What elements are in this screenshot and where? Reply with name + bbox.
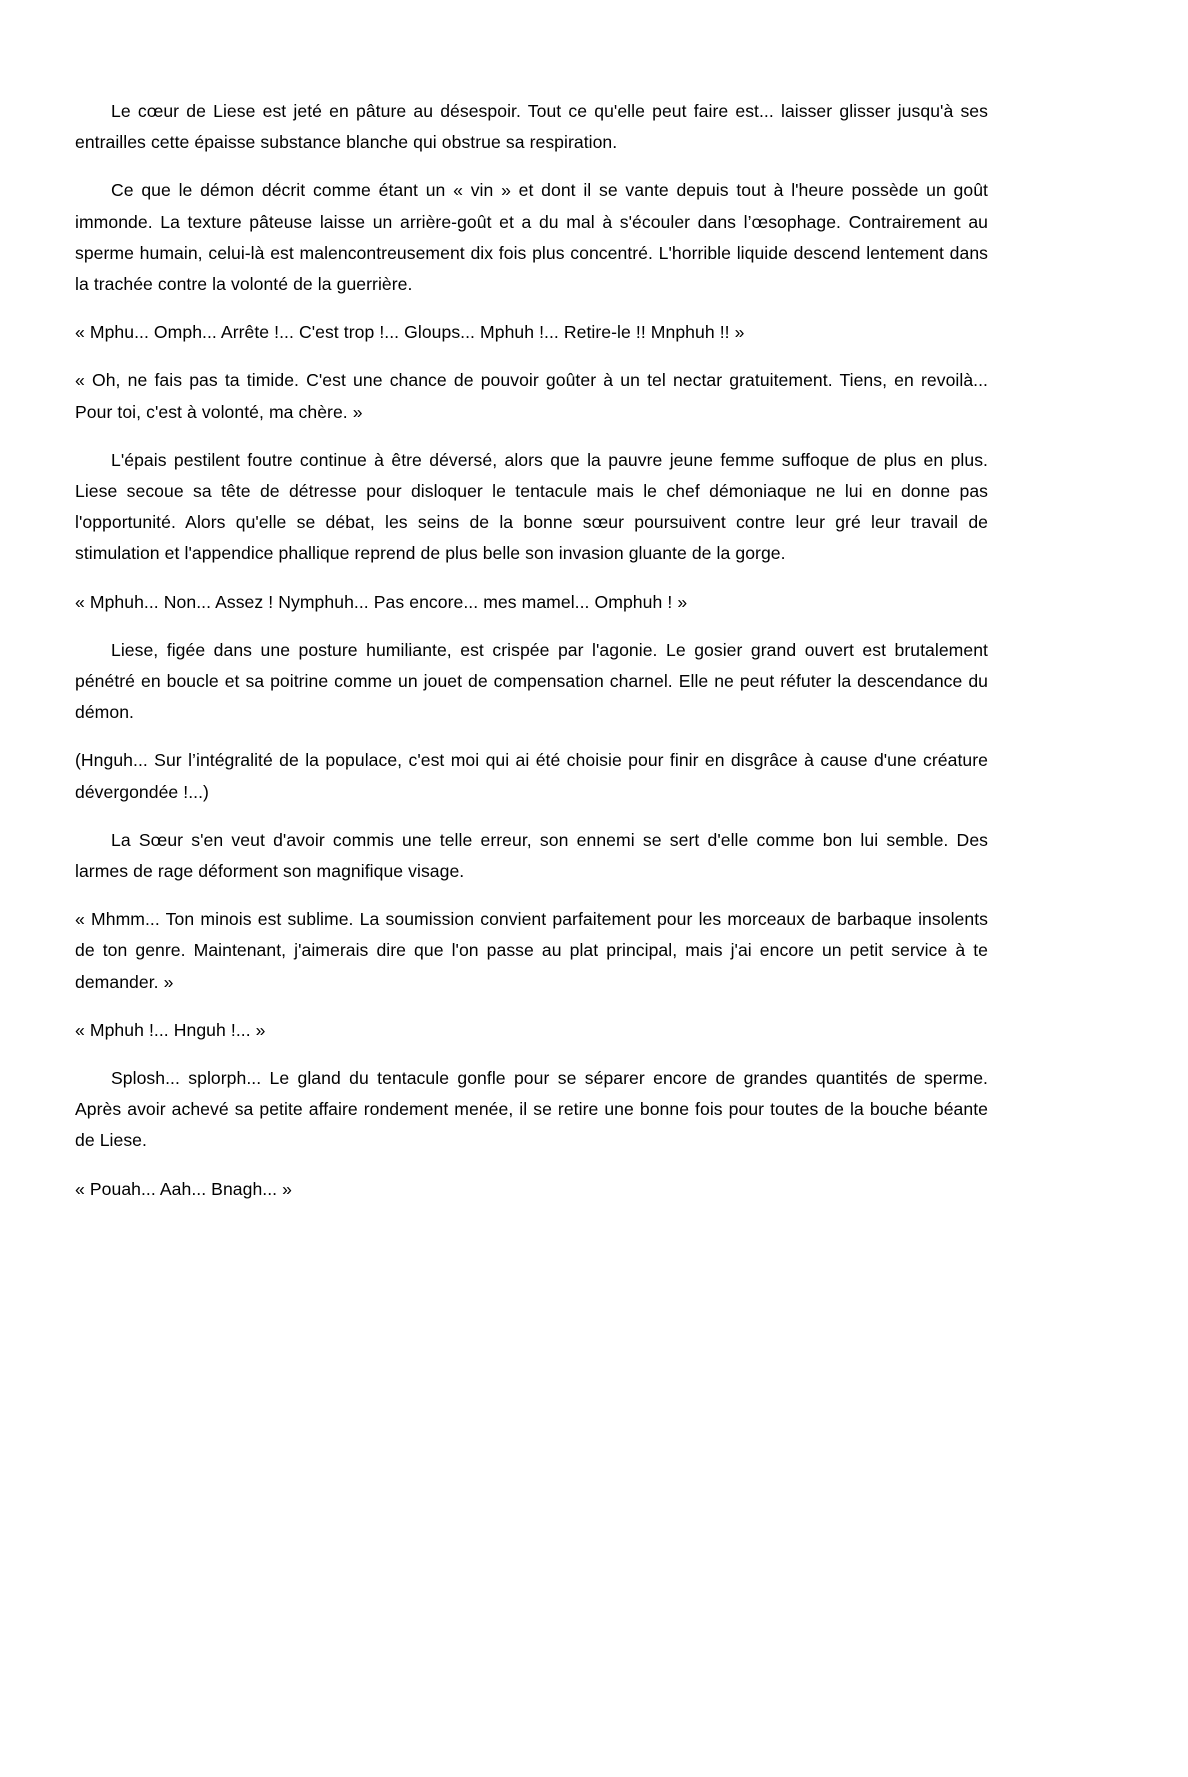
paragraph-1: Le cœur de Liese est jeté en pâture au désespoir. Tout ce qu'elle peut faire est... laisser glisser jusqu'à ses entrailles cette épaisse substance blanche qui obstrue sa respiration. xyxy=(75,101,988,153)
paragraph-6-dialogue: « Mphuh... Non... Assez ! Nymphuh... Pas encore... mes mamel... Omphuh ! » xyxy=(75,591,688,612)
paragraph-8-inner-thought: (Hnguh... Sur l’intégralité de la populace, c'est moi qui ai été choisie pour finir en disgrâce à cause d'une créature dévergondée !...) xyxy=(75,750,988,802)
paragraph-2: Ce que le démon décrit comme étant un « vin » et dont il se vante depuis tout à l'heure possède un goût immonde. La texture pâteuse laisse un arrière-goût et a du mal à s'écouler dans l’œsophage. Contrairement au sperme humain, celui-là est malencontreusement dix fois plus concentré. L'horrible liquide descend lentement dans la trachée contre la volonté de la guerrière. xyxy=(75,180,988,295)
paragraph-11-dialogue: « Mphuh !... Hnguh !... » xyxy=(75,1019,266,1040)
document-body-text xyxy=(75,96,988,1222)
paragraph-10-dialogue: « Mhmm... Ton minois est sublime. La soumission convient parfaitement pour les morceaux de barbaque insolents de ton genre. Maintenant, j'aimerais dire que l'on passe au plat principal, mais j'ai encore un petit service à te demander. » xyxy=(75,909,988,992)
paragraph-13-dialogue: « Pouah... Aah... Bnagh... » xyxy=(75,1178,292,1199)
paragraph-9: La Sœur s'en veut d'avoir commis une telle erreur, son ennemi se sert d'elle comme bon lui semble. Des larmes de rage déforment son magnifique visage. xyxy=(75,829,988,882)
paragraph-7: Liese, figée dans une posture humiliante, est crispée par l'agonie. Le gosier grand ouvert est brutalement pénétré en boucle et sa poitrine comme un jouet de compensation charnel. Elle ne peut réfuter la descendance du démon. xyxy=(75,639,988,723)
paragraph-4-dialogue: « Oh, ne fais pas ta timide. C'est une chance de pouvoir goûter à un tel nectar gratuitement. Tiens, en revoilà... Pour toi, c'est à volonté, ma chère. » xyxy=(75,370,988,422)
paragraph-5: L'épais pestilent foutre continue à être déversé, alors que la pauvre jeune femme suffoque de plus en plus. Liese secoue sa tête de détresse pour disloquer le tentacule mais le chef démoniaque ne lui en donne pas l'opportunité. Alors qu'elle se débat, les seins de la bonne sœur poursuivent contre leur gré leur travail de stimulation et l'appendice phallique reprend de plus belle son invasion gluante de la gorge. xyxy=(75,449,988,564)
paragraph-3-dialogue: « Mphu... Omph... Arrête !... C'est trop !... Gloups... Mphuh !... Retire-le !! Mnphuh !! » xyxy=(75,322,745,343)
paragraph-12: Splosh... splorph... Le gland du tentacule gonfle pour se séparer encore de grandes quantités de sperme. Après avoir achevé sa petite affaire rondement menée, il se retire une bonne fois pour toutes de la bouche béante de Liese. xyxy=(75,1068,988,1151)
